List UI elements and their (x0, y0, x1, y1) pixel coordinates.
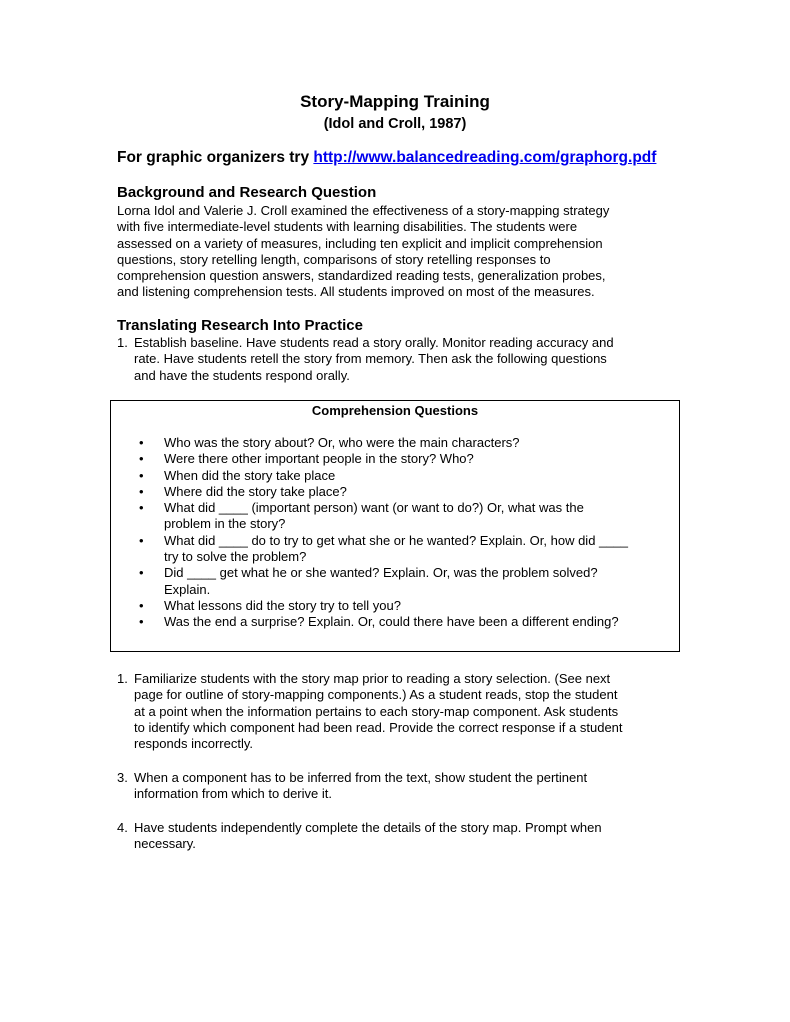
step-line: When a component has to be inferred from the text, show student the pertinent (134, 770, 588, 785)
step-line: necessary. (134, 836, 196, 852)
question-text: Did ____ get what he or she wanted? Explain. Or, was the problem solved? (164, 565, 598, 581)
bullet-icon: • (139, 614, 144, 630)
bullet-icon: • (139, 451, 144, 467)
question-text: Were there other important people in the story? Who? (164, 451, 474, 467)
comprehension-questions-box (110, 400, 680, 652)
paragraph-line: Lorna Idol and Valerie J. Croll examined the effectiveness of a story-mapping strategy (117, 203, 610, 218)
question-text: Where did the story take place? (164, 483, 347, 499)
background-heading: Background and Research Question (117, 184, 377, 201)
step-line: at a point when the information pertains to each story-map component. Ask students (134, 703, 619, 719)
step-line: Familiarize students with the story map prior to reading a story selection. (See next (134, 671, 611, 686)
graphic-organizers-link[interactable]: http://www.balancedreading.com/graphorg.pdf (313, 149, 657, 166)
step-number: 3. (117, 770, 128, 785)
question-text: try to solve the problem? (164, 549, 307, 565)
step-line: information from which to derive it. (134, 786, 332, 802)
question-text: What lessons did the story try to tell you? (164, 597, 401, 613)
step-line: responds incorrectly. (134, 736, 253, 752)
bullet-icon: • (139, 500, 144, 516)
step-line: Have students independently complete the details of the story map. Prompt when (134, 820, 602, 835)
comprehension-questions-list (135, 435, 628, 631)
paragraph-line: comprehension question answers, standardized reading tests, generalization probes, (117, 268, 606, 284)
practice-step-1 (117, 335, 687, 384)
graphic-organizers-label: For graphic organizers try (117, 149, 310, 166)
step-line: page for outline of story-mapping components.) As a student reads, stop the student (134, 687, 618, 703)
step-3-inferred (117, 770, 687, 803)
question-text: Explain. (164, 581, 211, 597)
bullet-icon: • (139, 597, 144, 613)
step-1-familiarize (117, 671, 687, 752)
question-text: problem in the story? (164, 516, 286, 532)
page-subtitle: (Idol and Croll, 1987) (323, 116, 467, 132)
comprehension-question (135, 598, 628, 614)
bullet-icon: • (139, 565, 144, 581)
bullet-icon: • (139, 532, 144, 548)
step-number: 4. (117, 820, 128, 835)
comprehension-question (135, 484, 628, 500)
background-paragraph (117, 203, 677, 301)
question-text: Who was the story about? Or, who were the main characters? (164, 435, 520, 450)
comprehension-question (135, 565, 628, 598)
comprehension-question (135, 468, 628, 484)
paragraph-line: and listening comprehension tests. All students improved on most of the measures. (117, 284, 595, 300)
paragraph-line: questions, story retelling length, comparisons of story retelling responses to (117, 251, 551, 267)
paragraph-line: with five intermediate-level students with learning disabilities. The students were (117, 219, 578, 235)
practice-heading: Translating Research Into Practice (117, 317, 363, 334)
step-number: 1. (117, 335, 128, 350)
question-text: What did ____ (important person) want (or want to do?) Or, what was the (164, 500, 584, 516)
comprehension-question (135, 435, 628, 451)
question-text: Was the end a surprise? Explain. Or, could there have been a different ending? (164, 614, 619, 630)
bullet-icon: • (139, 483, 144, 499)
paragraph-line: assessed on a variety of measures, including ten explicit and implicit comprehension (117, 235, 603, 251)
question-text: What did ____ do to try to get what she or he wanted? Explain. Or, how did ____ (164, 532, 628, 548)
step-4-independent (117, 820, 687, 853)
step-line: rate. Have students retell the story from memory. Then ask the following questions (134, 351, 607, 367)
comprehension-question (135, 451, 628, 467)
question-text: When did the story take place (164, 467, 336, 483)
step-line: Establish baseline. Have students read a story orally. Monitor reading accuracy and (134, 335, 614, 350)
bullet-icon: • (139, 435, 144, 450)
step-number: 1. (117, 671, 128, 686)
comprehension-question (135, 500, 628, 533)
page-title: Story-Mapping Training (300, 92, 490, 111)
comprehension-question (135, 533, 628, 566)
comprehension-questions-title: Comprehension Questions (311, 403, 479, 418)
bullet-icon: • (139, 467, 144, 483)
step-line: and have the students respond orally. (134, 367, 350, 383)
graphic-organizers-line (117, 149, 656, 167)
step-line: to identify which component had been read. Provide the correct response if a student (134, 719, 623, 735)
comprehension-question (135, 614, 628, 630)
